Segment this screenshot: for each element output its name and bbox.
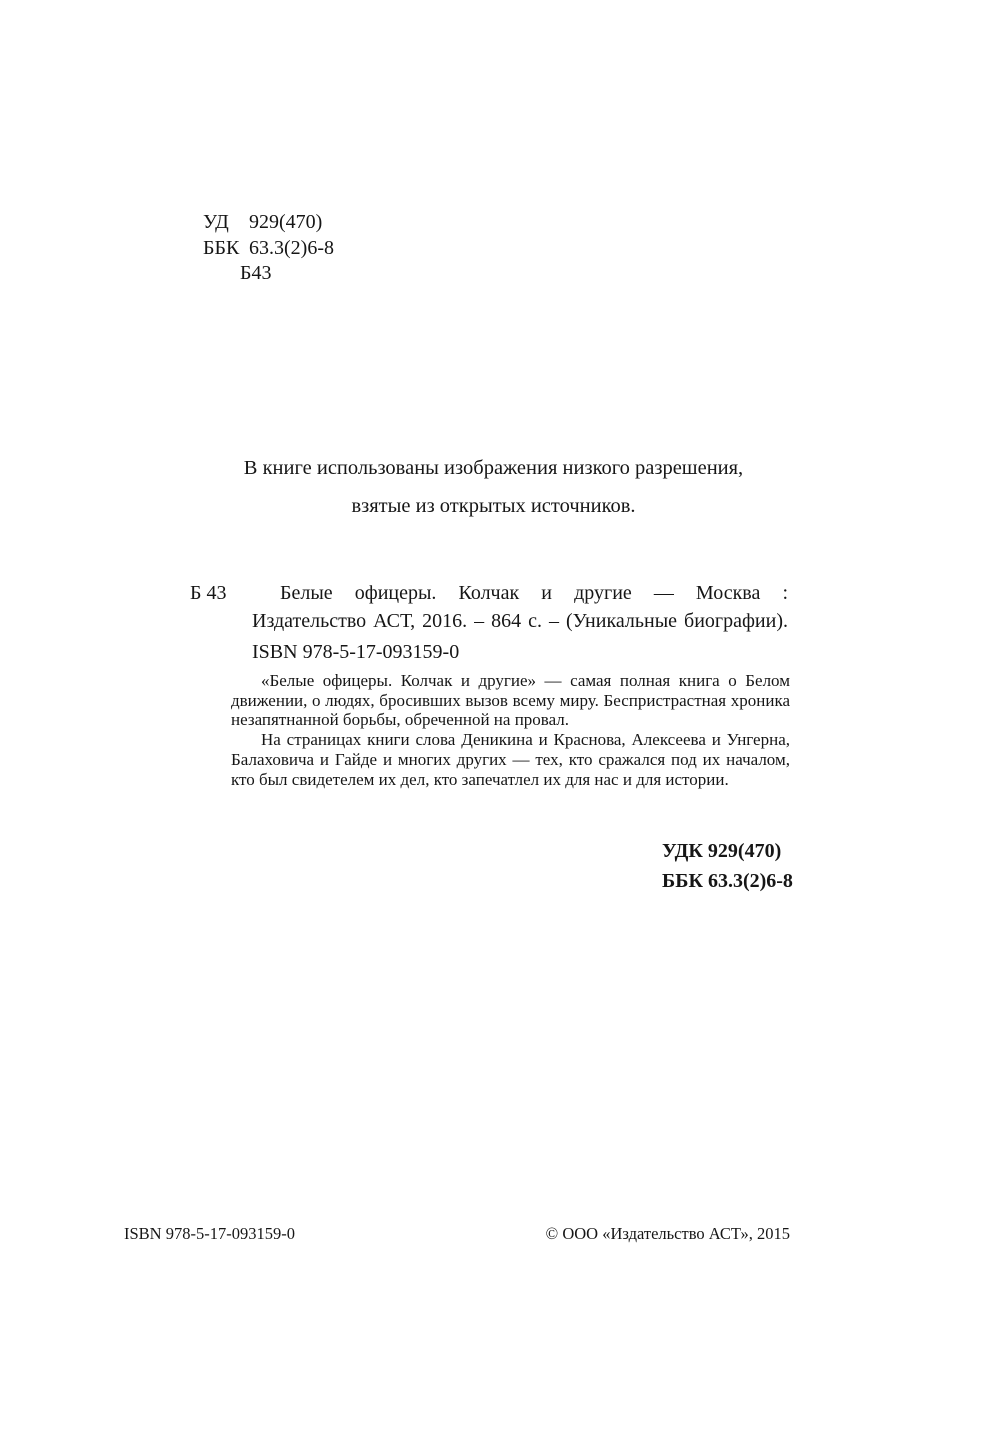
catalog-isbn: ISBN 978-5-17-093159-0 <box>252 641 460 663</box>
annotation <box>231 671 790 789</box>
udc-label: УД <box>203 211 229 233</box>
annotation-paragraph-1: «Белые офицеры. Колчак и другие» — самая полная книга о Белом движении, о людях, бросивших вызов всему миру. Беспристрастная хроника незапятнанной борьбы, обреченной на провал. <box>231 671 790 730</box>
footer-isbn: ISBN 978-5-17-093159-0 <box>124 1224 295 1243</box>
bbk-bold: ББК 63.3(2)6-8 <box>662 870 793 892</box>
author-sign-row <box>203 261 334 287</box>
udk-bold: УДК 929(470) <box>662 840 782 862</box>
footer-line <box>124 1224 790 1244</box>
low-resolution-notice <box>0 449 987 525</box>
footer-copyright: © ООО «Издательство АСТ», 2015 <box>545 1224 790 1243</box>
udc-row <box>203 210 334 236</box>
catalog-title-line: Белые офицеры. Колчак и другие — Москва : <box>280 582 788 604</box>
bbk-value: 63.3(2)6-8 <box>249 236 334 259</box>
udc-value: 929(470) <box>249 211 323 233</box>
classification-codes-bold <box>662 836 793 896</box>
notice-line-2: взятые из открытых источников. <box>351 495 636 517</box>
classification-codes <box>203 210 334 287</box>
catalog-author-sign: Б 43 <box>190 582 227 604</box>
bbk-label: ББК <box>203 236 240 259</box>
author-sign-value: Б43 <box>240 262 272 284</box>
annotation-paragraph-2: На страницах книги слова Деникина и Краснова, Алексеева и Унгерна, Балаховича и Гайде и многих других — тех, кто сражался под их началом, кто был свидетелем их дел, кто запечатлел их для нас и для истории. <box>231 730 790 789</box>
catalog-card <box>190 579 788 666</box>
catalog-publisher-line: Издательство АСТ, 2016. – 864 с. – (Уникальные биографии). <box>252 610 788 632</box>
bbk-row <box>203 236 334 262</box>
notice-line-1: В книге использованы изображения низкого разрешения, <box>243 457 744 479</box>
